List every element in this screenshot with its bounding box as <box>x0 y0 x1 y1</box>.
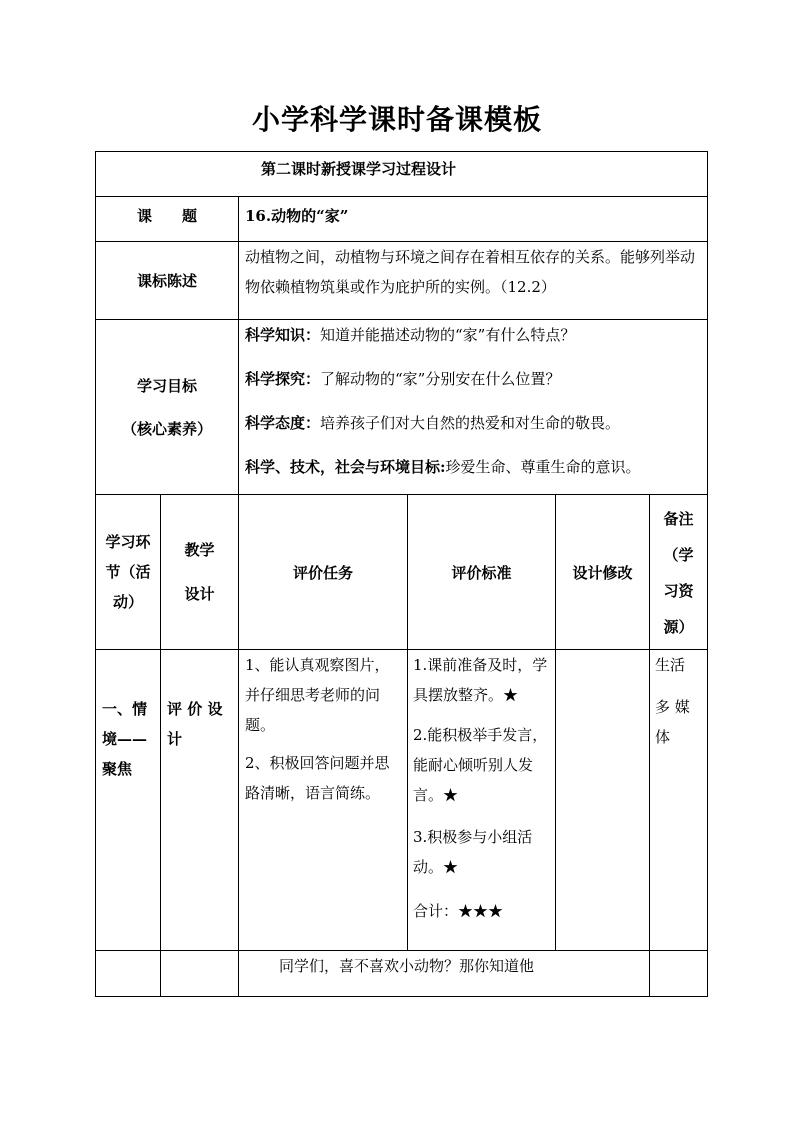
standard-row <box>96 242 708 320</box>
header-cell <box>96 152 708 197</box>
header-row <box>96 152 708 197</box>
standard-label: 课标陈述 <box>96 242 239 320</box>
stage-one-revision <box>556 650 650 951</box>
col-notes-header: 备注 （学 习资 源） <box>650 495 708 650</box>
col-design-header: 教学 设计 <box>161 495 239 650</box>
intro-notes-cell <box>650 951 708 997</box>
goals-content <box>239 320 708 495</box>
goal-inquiry: 科学探究：了解动物的“家”分别安在什么位置？ <box>245 370 561 388</box>
standard-text: 动植物之间，动植物与环境之间存在着相互依存的关系。能够列举动物依赖植物筑巢或作为庇护所的实例。（12.2） <box>239 242 708 320</box>
col-stage-header: 学习环 节（活 动） <box>96 495 161 650</box>
stage-one-row <box>96 650 708 951</box>
stage-one-tasks <box>239 650 408 951</box>
goals-row <box>96 320 708 495</box>
stage-one-notes: 生活 多 媒 体 <box>650 650 708 951</box>
col-criteria-header: 评价标准 <box>408 495 556 650</box>
intro-text-cell <box>239 951 650 997</box>
stage-one-design: 评 价 设 计 <box>161 650 239 951</box>
criteria-total: 合计：★★★ <box>413 902 504 920</box>
header-text: 第二课时新授课学习过程设计 <box>261 160 457 178</box>
goals-label-line1: 学习目标 <box>136 377 197 395</box>
stage-one-name: 一、情 境—— 聚焦 <box>96 650 161 951</box>
page-title: 小学科学课时备课模板 <box>251 103 542 136</box>
task-item: 2、积极回答问题并思路清晰，语言简练。 <box>245 754 390 802</box>
topic-label: 课 题 <box>96 197 239 242</box>
column-header-row <box>96 495 708 650</box>
goals-label <box>96 320 239 495</box>
intro-stage-cell <box>96 951 161 997</box>
topic-value: 16.动物的“家” <box>239 197 708 242</box>
col-revision-header: 设计修改 <box>556 495 650 650</box>
goal-society: 科学、技术，社会与环境目标:珍爱生命、尊重生命的意识。 <box>245 458 641 476</box>
col-task-header: 评价任务 <box>239 495 408 650</box>
stage-one-intro-row <box>96 951 708 997</box>
goal-knowledge: 科学知识：知道并能描述动物的“家”有什么特点？ <box>245 326 576 344</box>
goal-attitude: 科学态度：培养孩子们对大自然的热爱和对生命的敬畏。 <box>245 414 621 432</box>
criteria-item: 1.课前准备及时，学具摆放整齐。★ <box>413 656 548 704</box>
criteria-item: 2.能积极举手发言，能耐心倾听别人发言。★ <box>413 726 548 804</box>
criteria-item: 3.积极参与小组活动。★ <box>413 828 533 876</box>
goals-label-line2: （核心素养） <box>121 420 212 438</box>
lesson-plan-table <box>95 151 708 997</box>
intro-text: 同学们，喜不喜欢小动物？那你知道他 <box>279 957 535 975</box>
topic-row <box>96 197 708 242</box>
intro-design-cell <box>161 951 239 997</box>
stage-one-criteria <box>408 650 556 951</box>
task-item: 1、能认真观察图片，并仔细思考老师的问题。 <box>245 656 390 734</box>
